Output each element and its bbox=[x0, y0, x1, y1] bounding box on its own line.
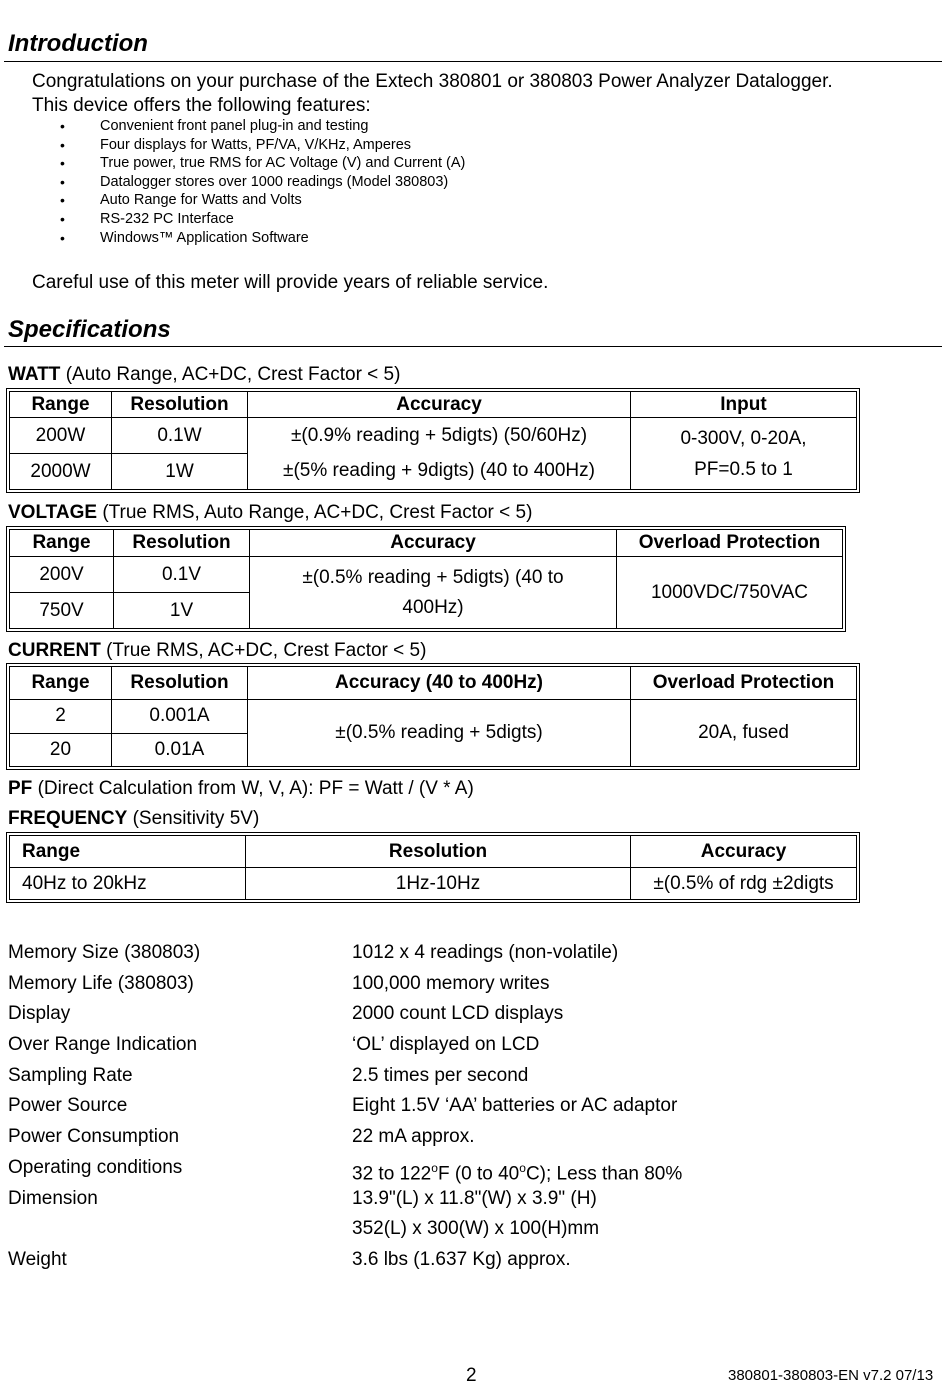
spec-key: Display bbox=[8, 1003, 71, 1025]
watt-title bbox=[8, 363, 400, 387]
list-item: • Convenient front panel plug-in and testing bbox=[0, 117, 465, 136]
column-header: Resolution bbox=[112, 667, 248, 700]
value-part: 32 to 122 bbox=[352, 1163, 432, 1185]
spec-value: 1012 x 4 readings (non-volatile) bbox=[352, 942, 619, 963]
heading-rule bbox=[4, 61, 942, 62]
column-header: Accuracy bbox=[631, 836, 857, 868]
current-table-frame bbox=[6, 663, 860, 770]
spec-value: 22 mA approx. bbox=[352, 1126, 475, 1148]
resolution-cell: 0.1W bbox=[112, 418, 248, 454]
column-header: Accuracy bbox=[250, 530, 617, 557]
list-item: • Datalogger stores over 1000 readings (Model 380803) bbox=[0, 173, 465, 192]
range-cell: 40Hz to 20kHz bbox=[10, 868, 246, 900]
resolution-cell: 1V bbox=[114, 593, 250, 629]
input-line-2: PF=0.5 to 1 bbox=[694, 458, 793, 480]
column-header: Overload Protection bbox=[631, 667, 857, 700]
table-row bbox=[10, 557, 843, 593]
range-cell: 2000W bbox=[10, 454, 112, 490]
closing-paragraph: Careful use of this meter will provide years of reliable service. bbox=[32, 272, 549, 293]
accuracy-cell: ±(0.5% reading + 5digts) bbox=[248, 700, 631, 767]
list-item: • Windows™ Application Software bbox=[0, 229, 465, 248]
column-header: Resolution bbox=[112, 392, 248, 418]
column-header: Accuracy (40 to 400Hz) bbox=[248, 667, 631, 700]
column-header: Range bbox=[10, 667, 112, 700]
spec-key: Sampling Rate bbox=[8, 1064, 133, 1086]
resolution-cell: 1Hz-10Hz bbox=[246, 868, 631, 900]
accuracy-cell: ±(0.5% of rdg ±2digts bbox=[631, 868, 857, 900]
range-cell: 2 bbox=[10, 700, 112, 733]
range-cell: 750V bbox=[10, 593, 114, 629]
spec-value: ‘OL’ displayed on LCD bbox=[352, 1034, 540, 1056]
accuracy-cell: ±(0.9% reading + 5digts) (50/60Hz) bbox=[248, 418, 631, 454]
current-label: CURRENT bbox=[8, 640, 101, 661]
spec-key: Memory Size (380803) bbox=[8, 942, 201, 963]
document-id: 380801-380803-EN v7.2 07/13 bbox=[728, 1367, 934, 1384]
watt-table bbox=[9, 391, 857, 490]
spec-key: Power Consumption bbox=[8, 1126, 180, 1148]
spec-value: 2.5 times per second bbox=[352, 1064, 529, 1086]
spec-value: 13.9"(L) x 11.8"(W) x 3.9" (H) bbox=[352, 1187, 597, 1209]
column-header: Range bbox=[10, 530, 114, 557]
frequency-title bbox=[8, 807, 259, 831]
spec-value: 352(L) x 300(W) x 100(H)mm bbox=[352, 1218, 600, 1240]
pf-label: PF bbox=[8, 778, 33, 799]
resolution-cell: 0.01A bbox=[112, 733, 248, 766]
range-cell: 200V bbox=[10, 557, 114, 593]
intro-paragraph bbox=[32, 70, 833, 118]
resolution-cell: 0.1V bbox=[114, 557, 250, 593]
list-item: • Four displays for Watts, PF/VA, V/KHz, Amperes bbox=[0, 136, 465, 155]
current-description: (True RMS, AC+DC, Crest Factor < 5) bbox=[106, 640, 427, 661]
watt-table-frame bbox=[6, 388, 860, 493]
protection-cell: 1000VDC/750VAC bbox=[617, 557, 843, 629]
table-row bbox=[10, 700, 857, 733]
spec-key: Operating conditions bbox=[8, 1156, 183, 1178]
pf-description: (Direct Calculation from W, V, A): PF = Watt / (V * A) bbox=[37, 778, 474, 799]
watt-description: (Auto Range, AC+DC, Crest Factor < 5) bbox=[65, 364, 401, 385]
spec-value: Eight 1.5V ‘AA’ batteries or AC adaptor bbox=[352, 1095, 678, 1117]
pf-title bbox=[8, 777, 474, 801]
spec-key: Memory Life (380803) bbox=[8, 972, 194, 994]
input-cell bbox=[631, 418, 857, 490]
frequency-description: (Sensitivity 5V) bbox=[132, 808, 260, 829]
column-header: Range bbox=[10, 836, 246, 868]
column-header: Accuracy bbox=[248, 392, 631, 418]
spec-value: 100,000 memory writes bbox=[352, 972, 550, 994]
watt-label: WATT bbox=[8, 364, 61, 385]
spec-key: Weight bbox=[8, 1248, 67, 1270]
value-part: F (0 to 40 bbox=[437, 1163, 520, 1185]
degree-sup: o bbox=[431, 1160, 438, 1175]
spec-key: Dimension bbox=[8, 1187, 98, 1209]
feature-list bbox=[0, 117, 465, 247]
frequency-table bbox=[9, 835, 857, 900]
range-cell: 20 bbox=[10, 733, 112, 766]
specifications-heading: Specifications bbox=[8, 316, 171, 343]
value-part: C); Less than 80% bbox=[525, 1163, 683, 1185]
list-item: • Auto Range for Watts and Volts bbox=[0, 191, 465, 210]
spec-key: Over Range Indication bbox=[8, 1034, 198, 1056]
column-header: Overload Protection bbox=[617, 530, 843, 557]
intro-line-1: Congratulations on your purchase of the Extech 380801 or 380803 Power Analyzer Datalogger. bbox=[32, 71, 833, 92]
column-header: Resolution bbox=[246, 836, 631, 868]
accuracy-cell: ±(5% reading + 9digts) (40 to 400Hz) bbox=[248, 454, 631, 490]
spec-value: 2000 count LCD displays bbox=[352, 1003, 564, 1025]
intro-line-2: This device offers the following features: bbox=[32, 95, 371, 116]
column-header: Range bbox=[10, 392, 112, 418]
frequency-table-frame bbox=[6, 832, 860, 903]
degree-sup: o bbox=[519, 1160, 526, 1175]
column-header: Input bbox=[631, 392, 857, 418]
accuracy-cell: ±(0.5% reading + 5digts) (40 to 400Hz) bbox=[250, 557, 617, 629]
range-cell: 200W bbox=[10, 418, 112, 454]
protection-cell: 20A, fused bbox=[631, 700, 857, 767]
table-row bbox=[10, 418, 857, 454]
spec-value: 3.6 lbs (1.637 Kg) approx. bbox=[352, 1248, 571, 1270]
voltage-table bbox=[9, 529, 843, 629]
voltage-table-frame bbox=[6, 526, 846, 632]
voltage-label: VOLTAGE bbox=[8, 502, 98, 523]
current-title bbox=[8, 639, 426, 663]
list-item: • RS-232 PC Interface bbox=[0, 210, 465, 229]
current-table bbox=[9, 666, 857, 767]
page-number: 2 bbox=[466, 1365, 477, 1386]
introduction-heading: Introduction bbox=[8, 30, 148, 57]
voltage-description: (True RMS, Auto Range, AC+DC, Crest Factor < 5) bbox=[102, 502, 533, 523]
column-header: Resolution bbox=[114, 530, 250, 557]
resolution-cell: 1W bbox=[112, 454, 248, 490]
list-item: • True power, true RMS for AC Voltage (V) and Current (A) bbox=[0, 154, 465, 173]
heading-rule bbox=[4, 346, 942, 347]
table-row bbox=[10, 868, 857, 900]
input-line-1: 0-300V, 0-20A, bbox=[680, 427, 807, 449]
spec-key: Power Source bbox=[8, 1095, 128, 1117]
frequency-label: FREQUENCY bbox=[8, 808, 128, 829]
voltage-title bbox=[8, 501, 532, 525]
resolution-cell: 0.001A bbox=[112, 700, 248, 733]
